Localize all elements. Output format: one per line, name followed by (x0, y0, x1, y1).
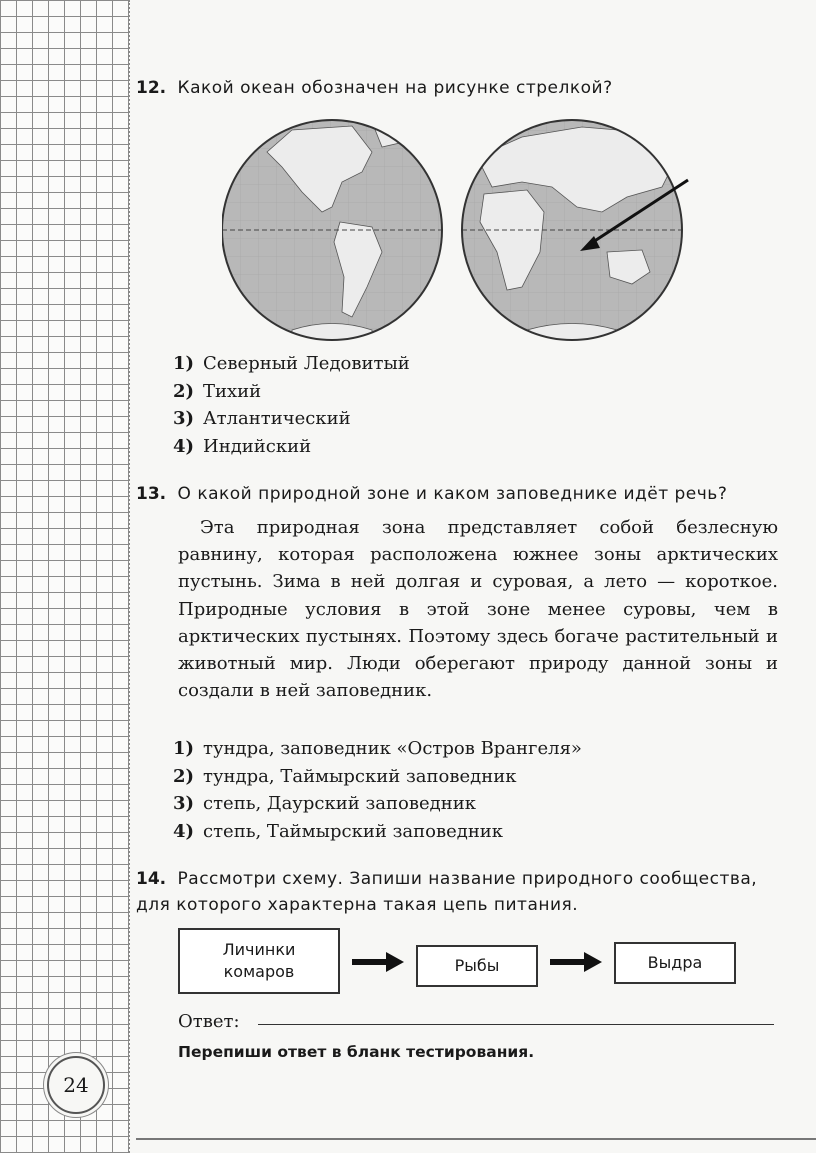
option-label: степь, Таймырский заповедник (203, 820, 504, 842)
chain-arrow-icon (550, 952, 602, 972)
option-number: 3) (173, 793, 195, 814)
option-label: тундра, Таймырский заповедник (203, 765, 517, 787)
question-number: 12. (136, 78, 167, 98)
world-hemispheres-map (222, 112, 702, 348)
option[interactable] (173, 790, 582, 818)
option-number: 2) (173, 765, 195, 787)
option[interactable] (173, 818, 582, 846)
option-number: 3) (173, 408, 195, 429)
food-chain-label: Выдра (647, 953, 703, 972)
option[interactable] (173, 405, 410, 433)
option-label: Северный Ледовитый (203, 353, 410, 374)
option-number: 1) (173, 738, 195, 759)
answer-field[interactable] (258, 1024, 774, 1025)
q12-options (173, 350, 410, 460)
passage-text: Эта природная зона представляет собой безлесную равнину, которая расположена южнее зоны арктических пустынь. Зима в ней долгая и суровая, а лето — короткое. Природные условия в этой зоне менее суровы, чем в арктических пустынях. Поэтому здесь богаче растительный и животный мир. Люди оберегают природу данной зоны и создали в ней заповедник. (178, 517, 778, 702)
option[interactable] (173, 433, 410, 461)
option[interactable] (173, 350, 410, 378)
eastern-hemisphere (462, 112, 692, 348)
page-number: 24 (47, 1056, 105, 1114)
question-14 (136, 866, 776, 918)
option[interactable] (173, 735, 582, 763)
option-label: тундра, заповедник «Остров Врангеля» (203, 738, 582, 759)
option-number: 4) (173, 435, 195, 457)
answer-label: Ответ: (178, 1011, 240, 1032)
question-text: О какой природной зоне и каком заповеднике идёт речь? (177, 484, 728, 504)
q13-options (173, 735, 582, 845)
question-text: Рассмотри схему. Запиши название природного сообщества, для которого характерна такая цепь питания. (136, 869, 758, 915)
option-number: 4) (173, 820, 195, 842)
chain-arrow-icon (352, 952, 404, 972)
option-label: Атлантический (203, 408, 351, 429)
grid-margin (0, 0, 130, 1153)
option-label: степь, Даурский заповедник (203, 793, 476, 814)
question-13 (136, 484, 776, 504)
question-number: 13. (136, 484, 167, 504)
option-label: Индийский (203, 435, 312, 457)
western-hemisphere (222, 112, 452, 348)
bottom-rule (136, 1138, 816, 1140)
food-chain-box-1 (178, 928, 340, 994)
option[interactable] (173, 378, 410, 406)
food-chain-label: Личинки комаров (222, 940, 296, 981)
option-label: Тихий (203, 380, 262, 402)
food-chain-label: Рыбы (454, 956, 500, 975)
instruction-note: Перепиши ответ в бланк тестирования. (178, 1043, 535, 1061)
food-chain-box-2 (416, 945, 538, 987)
option[interactable] (173, 763, 582, 791)
question-text: Какой океан обозначен на рисунке стрелкой? (177, 78, 613, 98)
question-12 (136, 78, 776, 98)
question-number: 14. (136, 869, 167, 889)
option-number: 2) (173, 380, 195, 402)
option-number: 1) (173, 353, 195, 374)
food-chain-box-3 (614, 942, 736, 984)
